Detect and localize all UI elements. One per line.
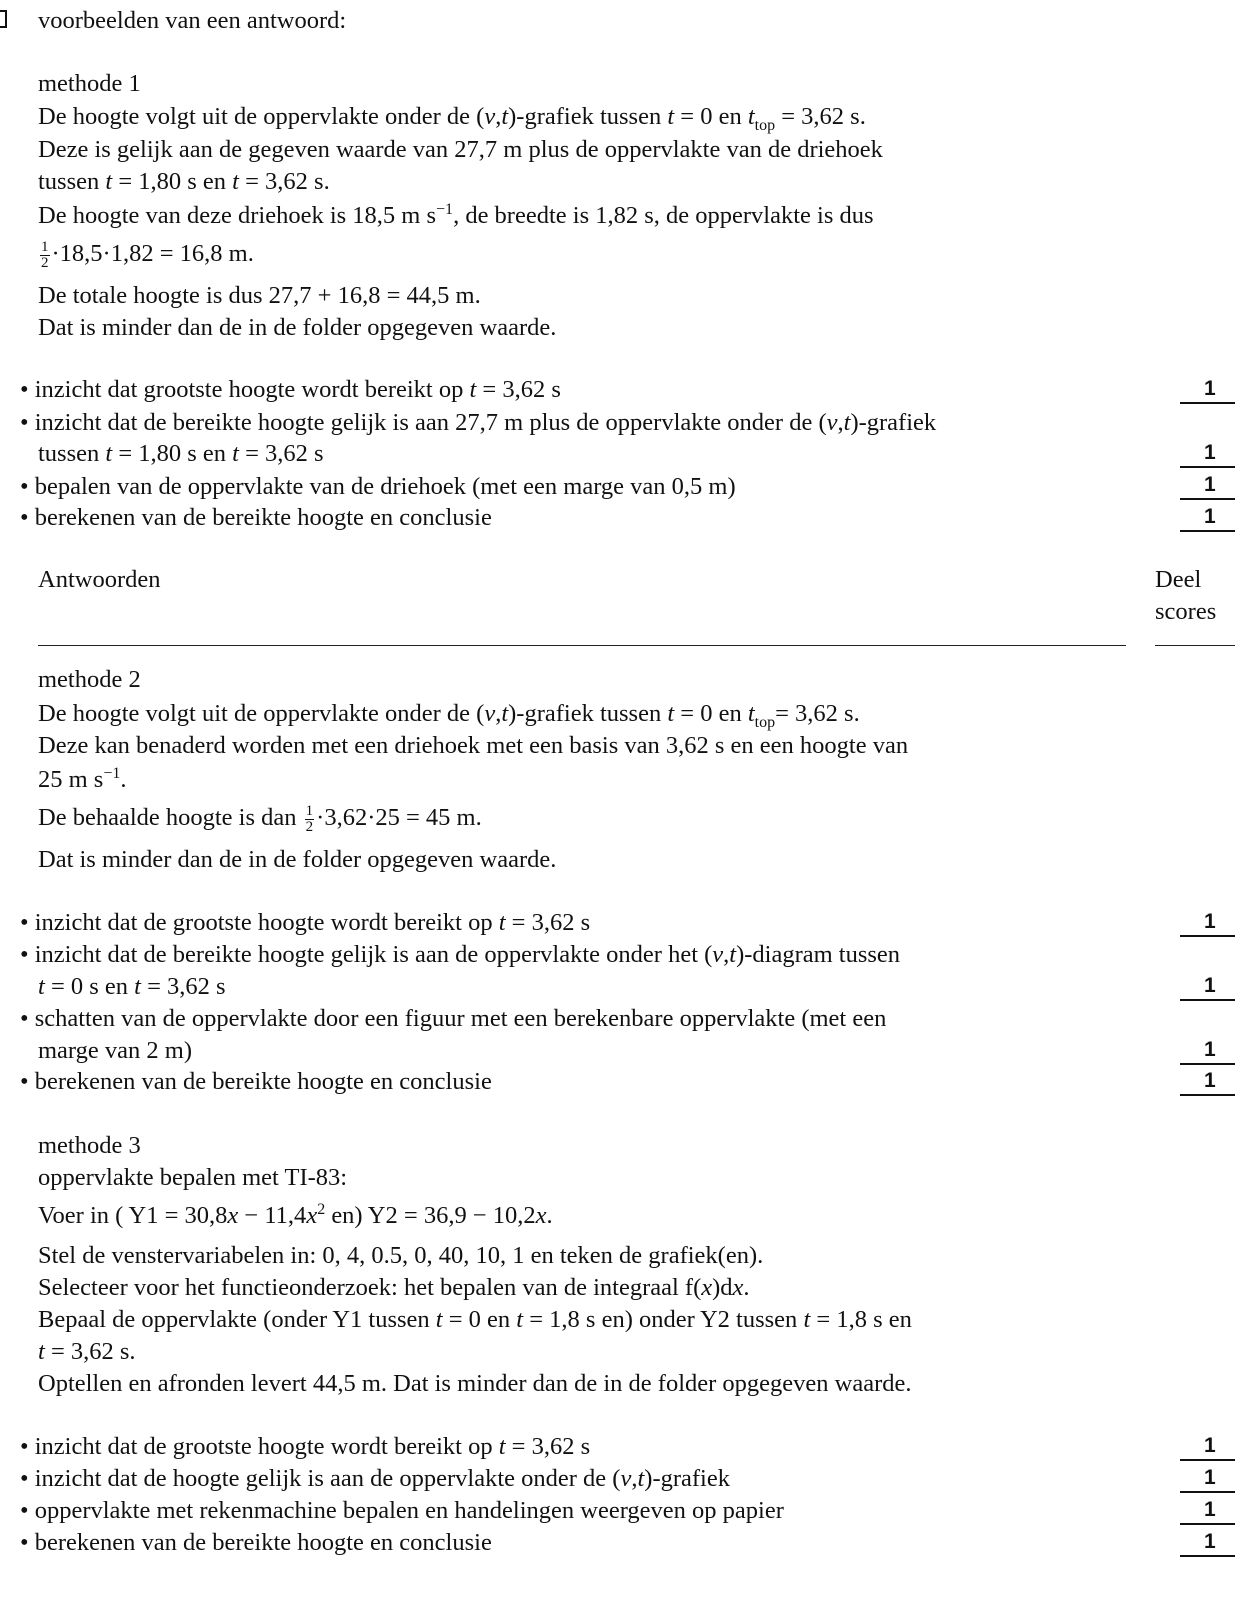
header-rule — [38, 645, 1126, 646]
score-point: 1 — [1180, 1433, 1235, 1461]
method-2-line-5: Dat is minder dan de in de folder opgegeven waarde. — [38, 846, 557, 873]
score-point: 1 — [1180, 973, 1235, 1001]
method-3-line-6: t = 3,62 s. — [38, 1338, 136, 1365]
method-1-line-2: Deze is gelijk aan de gegeven waarde van 27,7 m plus de oppervlakte van de driehoek — [38, 136, 883, 163]
method-3-line-5: Bepaal de oppervlakte (onder Y1 tussen t = 0 en t = 1,8 s en) onder Y2 tussen t = 1,8 s en — [38, 1306, 912, 1333]
score-point: 1 — [1180, 1465, 1235, 1493]
criterion-1-3: • bepalen van de oppervlakte van de driehoek (met een marge van 0,5 m) — [20, 473, 736, 500]
score-point: 1 — [1180, 909, 1235, 937]
criterion-1-2-cont: tussen t = 1,80 s en t = 3,62 s — [38, 440, 324, 467]
score-point: 1 — [1180, 504, 1235, 532]
method-2-title: methode 2 — [38, 666, 141, 693]
intro-text: voorbeelden van een antwoord: — [38, 7, 347, 34]
method-3-line-2: Voer in ( $Y1 = 30,8x - 11,4x^2$ en) Y2 = 36,9 − 10,2x. — [38, 1200, 553, 1229]
header-scores: scores — [1155, 598, 1217, 625]
criterion-3-1: • inzicht dat de grootste hoogte wordt bereikt op t = 3,62 s — [20, 1433, 591, 1460]
method-2-line-4: De behaalde hoogte is dan $\frac{1}{2}$ ·3,62·25 = 45 m. — [38, 802, 482, 835]
method-1-line-5: $\frac{1}{2}$ ·18,5·1,82 = 16,8 m. — [41, 238, 254, 271]
criterion-1-4: • berekenen van de bereikte hoogte en conclusie — [20, 504, 492, 531]
method-3-line-1: oppervlakte bepalen met TI-83: — [38, 1164, 348, 1191]
method-3-line-4: Selecteer voor het functieonderzoek: het bepalen van de integraal f(x)dx. — [38, 1274, 750, 1301]
score-point: 1 — [1180, 440, 1235, 468]
criterion-2-2-cont: t = 0 s en t = 3,62 s — [38, 973, 226, 1000]
score-point: 1 — [1180, 1529, 1235, 1557]
method-1-line-6: De totale hoogte is dus 27,7 + 16,8 = 44,5 m. — [38, 282, 481, 309]
header-rule-scores — [1155, 645, 1235, 646]
criterion-2-3: • schatten van de oppervlakte door een figuur met een berekenbare oppervlakte (met een — [20, 1005, 887, 1032]
method-3-line-3: Stel de venstervariabelen in: 0, 4, 0.5, 0, 40, 10, 1 en teken de grafiek(en). — [38, 1242, 764, 1269]
score-point: 1 — [1180, 1037, 1235, 1065]
criterion-2-2: • inzicht dat de bereikte hoogte gelijk is aan de oppervlakte onder het (v,t)-diagram tussen — [20, 941, 901, 968]
method-1-line-4: De hoogte van deze driehoek is 18,5 m $s^{-1}$, de breedte is 1,82 s, de oppervlakte is dus — [38, 200, 874, 229]
criterion-3-2: • inzicht dat de hoogte gelijk is aan de oppervlakte onder de (v,t)-grafiek — [20, 1465, 730, 1492]
method-2-line-2: Deze kan benaderd worden met een driehoek met een basis van 3,62 s en een hoogte van — [38, 732, 909, 759]
header-deel: Deel — [1155, 566, 1202, 593]
method-3-title: methode 3 — [38, 1132, 141, 1159]
criterion-2-3-cont: marge van 2 m) — [38, 1037, 192, 1064]
fraction-half: $\frac{1}{2}$ — [305, 802, 314, 835]
checkbox-icon — [0, 10, 7, 28]
criterion-2-1: • inzicht dat de grootste hoogte wordt bereikt op t = 3,62 s — [20, 909, 591, 936]
method-1-line-7: Dat is minder dan de in de folder opgegeven waarde. — [38, 314, 557, 341]
header-answers: Antwoorden — [38, 566, 161, 593]
score-point: 1 — [1180, 1068, 1235, 1096]
score-point: 1 — [1180, 1497, 1235, 1525]
fraction-half: $\frac{1}{2}$ — [41, 238, 49, 271]
criterion-3-4: • berekenen van de bereikte hoogte en conclusie — [20, 1529, 492, 1556]
method-3-line-7: Optellen en afronden levert 44,5 m. Dat is minder dan de in de folder opgegeven waarde. — [38, 1370, 912, 1397]
criterion-1-2: • inzicht dat de bereikte hoogte gelijk is aan 27,7 m plus de oppervlakte onder de (v,t)-grafiek — [20, 409, 937, 436]
method-1-line-3: tussen t = 1,80 s en t = 3,62 s. — [38, 168, 330, 195]
method-1-line-1: De hoogte volgt uit de oppervlakte onder de (v,t)-grafiek tussen t = 0 en $t_{top} = 3,62$ s. — [38, 103, 866, 134]
criterion-2-4: • berekenen van de bereikte hoogte en conclusie — [20, 1068, 492, 1095]
criterion-1-1: • inzicht dat grootste hoogte wordt bereikt op t = 3,62 s — [20, 376, 561, 403]
criterion-3-3: • oppervlakte met rekenmachine bepalen en handelingen weergeven op papier — [20, 1497, 784, 1524]
method-1-title: methode 1 — [38, 70, 141, 97]
score-point: 1 — [1180, 376, 1235, 404]
method-2-line-3: 25 m $s^{-1}$. — [38, 764, 127, 793]
score-point: 1 — [1180, 472, 1235, 500]
method-2-line-1: De hoogte volgt uit de oppervlakte onder de (v,t)-grafiek tussen t = 0 en $t_{top}= 3,62$ s. — [38, 700, 860, 731]
